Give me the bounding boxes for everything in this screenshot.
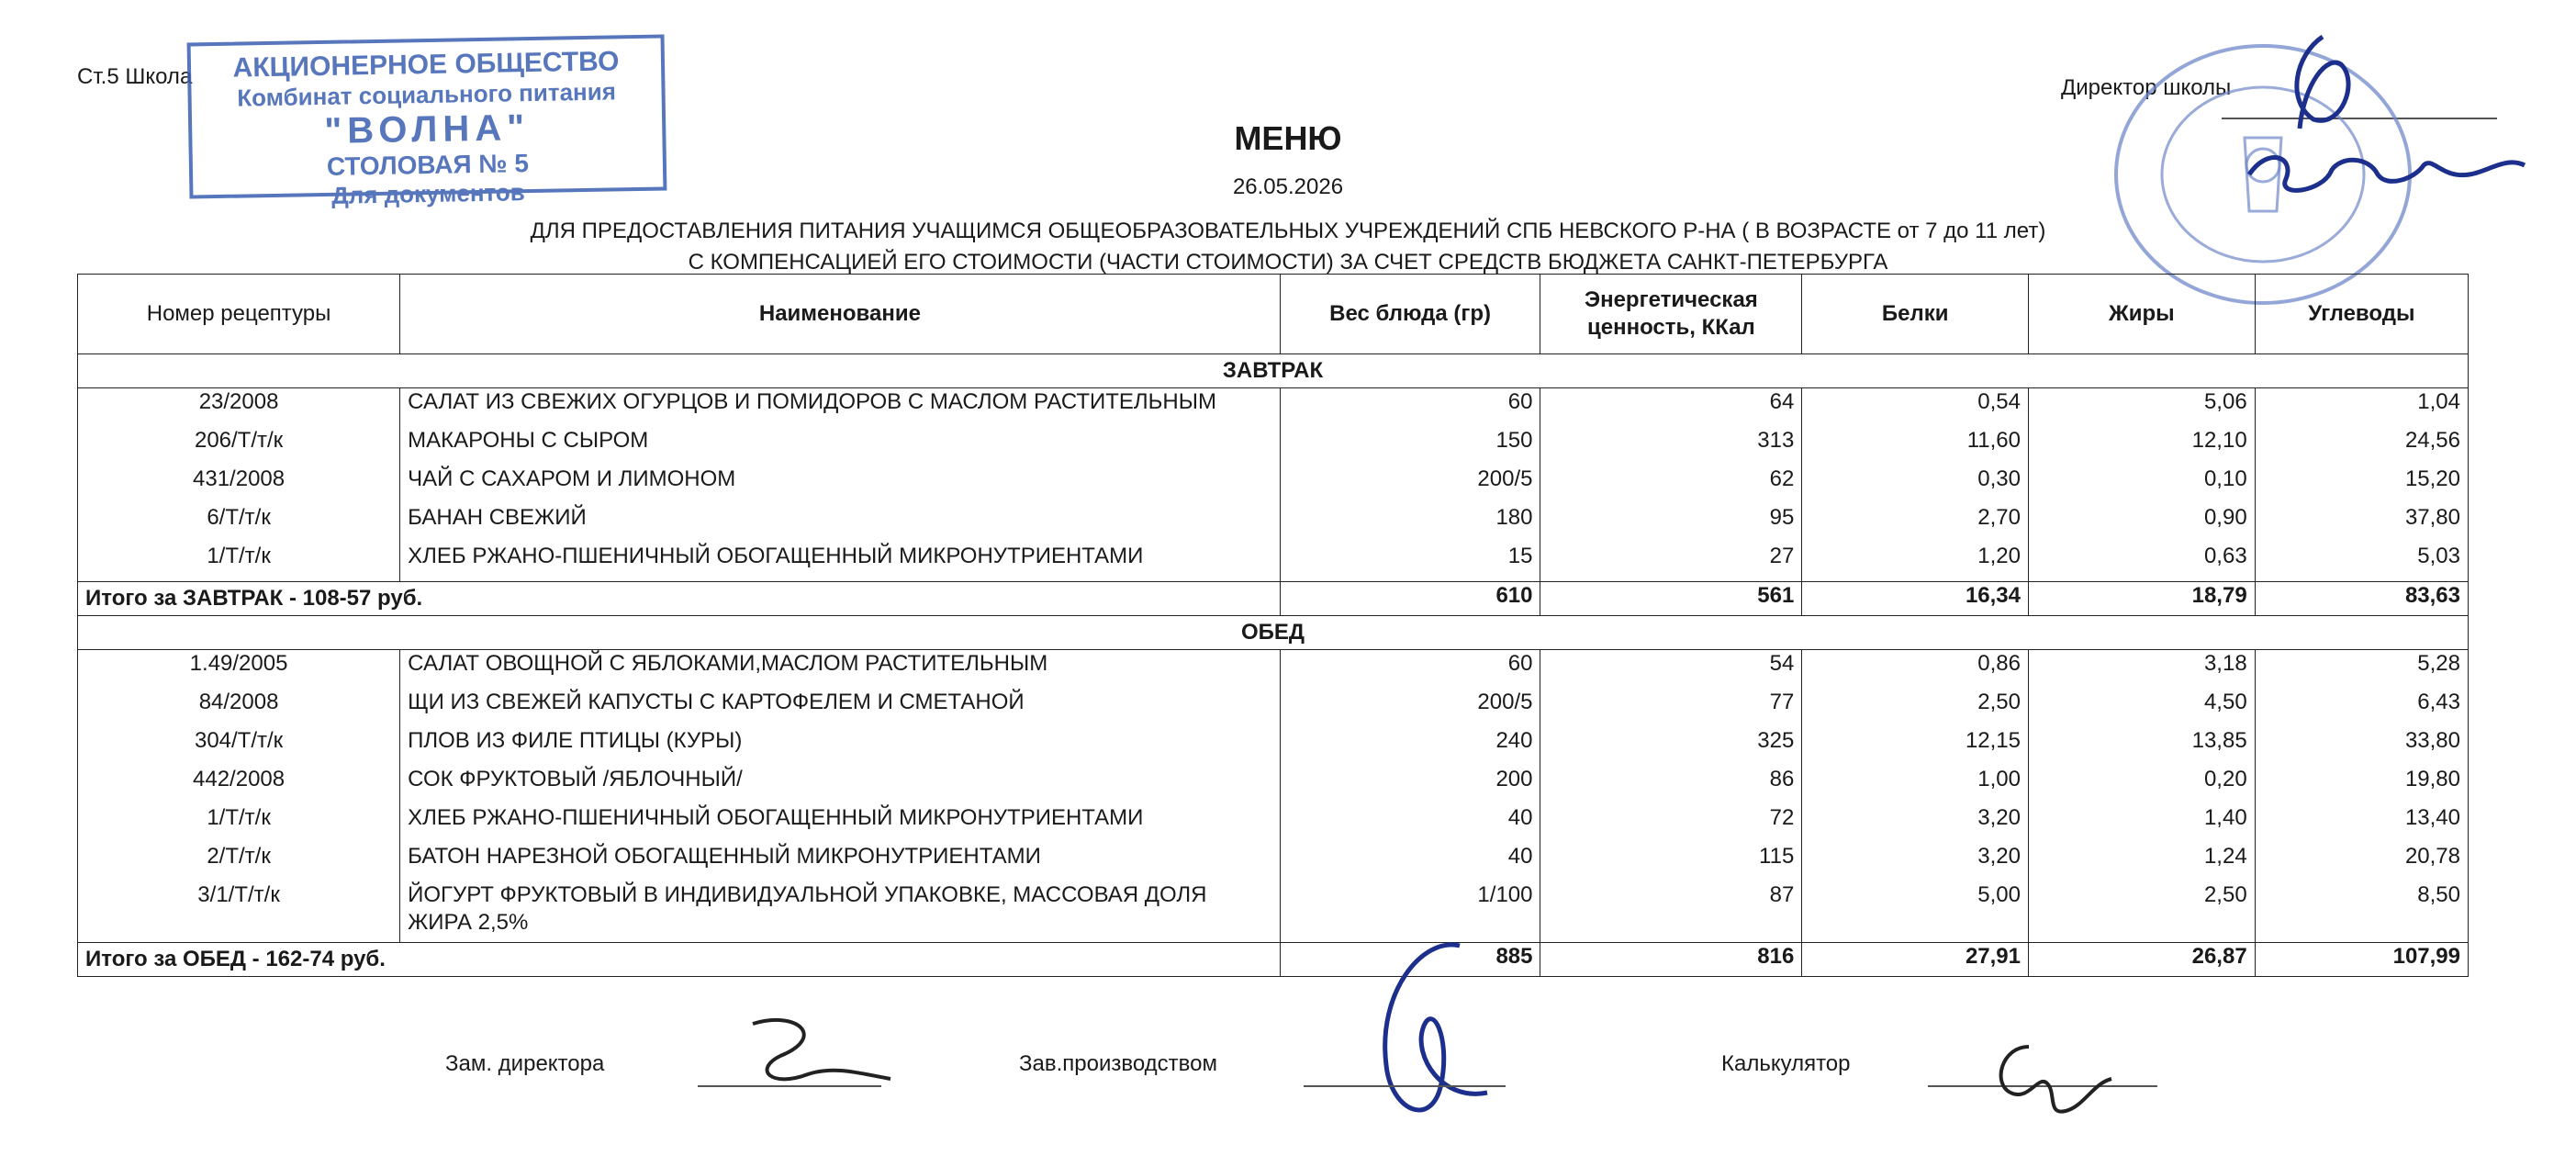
stamp-line-1: АКЦИОНЕРНОЕ ОБЩЕСТВО <box>232 46 620 84</box>
cell-fat: 1,24 <box>2029 843 2256 881</box>
calculator-label: Калькулятор <box>1721 1051 1851 1076</box>
cell-code: 442/2008 <box>78 766 400 804</box>
cell-protein: 2,50 <box>1802 689 2029 727</box>
cell-energy: 325 <box>1540 727 1802 766</box>
table-row <box>78 766 2469 804</box>
cell-protein: 5,00 <box>1802 881 2029 943</box>
total-weight: 885 <box>1280 943 1540 977</box>
cell-protein: 1,20 <box>1802 543 2029 582</box>
cell-weight: 15 <box>1280 543 1540 582</box>
cell-fat: 3,18 <box>2029 650 2256 690</box>
cell-weight: 200 <box>1280 766 1540 804</box>
total-fat: 26,87 <box>2029 943 2256 977</box>
cell-fat: 0,10 <box>2029 466 2256 504</box>
total-label: Итого за ЗАВТРАК - 108-57 руб. <box>78 582 1281 616</box>
header-code: Номер рецептуры <box>78 275 400 354</box>
cell-fat: 4,50 <box>2029 689 2256 727</box>
cell-fat: 0,63 <box>2029 543 2256 582</box>
cell-fat: 5,06 <box>2029 388 2256 428</box>
total-protein: 27,91 <box>1802 943 2029 977</box>
cell-protein: 1,00 <box>1802 766 2029 804</box>
cell-energy: 62 <box>1540 466 1802 504</box>
cell-energy: 313 <box>1540 427 1802 466</box>
cell-carbs: 6,43 <box>2255 689 2468 727</box>
subtitle-line-1: ДЛЯ ПРЕДОСТАВЛЕНИЯ ПИТАНИЯ УЧАЩИМСЯ ОБЩЕОБРАЗОВАТЕЛЬНЫХ УЧРЕЖДЕНИЙ СПБ НЕВСКОГО Р-НА ( В ВОЗРАСТЕ от 7 до 11 лет) <box>530 219 2046 243</box>
cell-code: 3/1/Т/т/к <box>78 881 400 943</box>
cell-protein: 11,60 <box>1802 427 2029 466</box>
cell-code: 304/Т/т/к <box>78 727 400 766</box>
header-carbs: Углеводы <box>2255 275 2468 354</box>
table-row <box>78 427 2469 466</box>
cell-carbs: 15,20 <box>2255 466 2468 504</box>
cell-weight: 180 <box>1280 504 1540 543</box>
table-row <box>78 504 2469 543</box>
cell-energy: 115 <box>1540 843 1802 881</box>
table-header-row <box>78 275 2469 354</box>
total-protein: 16,34 <box>1802 582 2029 616</box>
cell-energy: 72 <box>1540 804 1802 843</box>
deputy-label: Зам. директора <box>445 1051 605 1076</box>
header-protein: Белки <box>1802 275 2029 354</box>
cell-code: 1.49/2005 <box>78 650 400 690</box>
director-label: Директор школы <box>2061 75 2232 100</box>
menu-table <box>77 274 2469 977</box>
cell-code: 23/2008 <box>78 388 400 428</box>
total-row-lunch <box>78 943 2469 977</box>
cell-fat: 13,85 <box>2029 727 2256 766</box>
section-title: ЗАВТРАК <box>78 354 2469 388</box>
cell-name: САЛАТ ОВОЩНОЙ С ЯБЛОКАМИ,МАСЛОМ РАСТИТЕЛЬНЫМ <box>400 650 1281 690</box>
cell-fat: 12,10 <box>2029 427 2256 466</box>
cell-energy: 86 <box>1540 766 1802 804</box>
cell-name: МАКАРОНЫ С СЫРОМ <box>400 427 1281 466</box>
cell-energy: 64 <box>1540 388 1802 428</box>
cell-name: ПЛОВ ИЗ ФИЛЕ ПТИЦЫ (КУРЫ) <box>400 727 1281 766</box>
total-row-breakfast <box>78 582 2469 616</box>
cell-name: СОК ФРУКТОВЫЙ /ЯБЛОЧНЫЙ/ <box>400 766 1281 804</box>
cell-code: 6/Т/т/к <box>78 504 400 543</box>
cell-weight: 40 <box>1280 804 1540 843</box>
header-fat: Жиры <box>2029 275 2256 354</box>
page-title: МЕНЮ <box>1234 119 1342 157</box>
cell-energy: 27 <box>1540 543 1802 582</box>
cell-protein: 0,86 <box>1802 650 2029 690</box>
cell-name: САЛАТ ИЗ СВЕЖИХ ОГУРЦОВ И ПОМИДОРОВ С МАСЛОМ РАСТИТЕЛЬНЫМ <box>400 388 1281 428</box>
cell-carbs: 20,78 <box>2255 843 2468 881</box>
cell-name: ЩИ ИЗ СВЕЖЕЙ КАПУСТЫ С КАРТОФЕЛЕМ И СМЕТАНОЙ <box>400 689 1281 727</box>
cell-protein: 0,54 <box>1802 388 2029 428</box>
cell-name: ХЛЕБ РЖАНО-ПШЕНИЧНЫЙ ОБОГАЩЕННЫЙ МИКРОНУТРИЕНТАМИ <box>400 804 1281 843</box>
school-label: Ст.5 Школа <box>77 64 193 89</box>
cell-code: 2/Т/т/к <box>78 843 400 881</box>
table-row <box>78 543 2469 582</box>
cell-weight: 240 <box>1280 727 1540 766</box>
table-row <box>78 881 2469 943</box>
cell-code: 206/Т/т/к <box>78 427 400 466</box>
cell-carbs: 8,50 <box>2255 881 2468 943</box>
production-signature-icon <box>1322 918 1542 1148</box>
stamp-line-4: СТОЛОВАЯ № 5 <box>326 149 530 181</box>
cell-name: БАТОН НАРЕЗНОЙ ОБОГАЩЕННЫЙ МИКРОНУТРИЕНТАМИ <box>400 843 1281 881</box>
cell-name: ХЛЕБ РЖАНО-ПШЕНИЧНЫЙ ОБОГАЩЕННЫЙ МИКРОНУТРИЕНТАМИ <box>400 543 1281 582</box>
header-energy: Энергетическая ценность, ККал <box>1540 275 1802 354</box>
section-row-breakfast <box>78 354 2469 388</box>
cell-weight: 1/100 <box>1280 881 1540 943</box>
production-signature-line <box>1304 1085 1506 1087</box>
cell-fat: 0,20 <box>2029 766 2256 804</box>
cell-weight: 150 <box>1280 427 1540 466</box>
cell-energy: 77 <box>1540 689 1802 727</box>
total-label: Итого за ОБЕД - 162-74 руб. <box>78 943 1281 977</box>
cell-weight: 60 <box>1280 388 1540 428</box>
total-energy: 816 <box>1540 943 1802 977</box>
cell-energy: 87 <box>1540 881 1802 943</box>
menu-date: 26.05.2026 <box>1232 174 1344 199</box>
subtitle-line-2: С КОМПЕНСАЦИЕЙ ЕГО СТОИМОСТИ (ЧАСТИ СТОИМОСТИ) ЗА СЧЕТ СРЕДСТВ БЮДЖЕТА САНКТ-ПЕТЕРБУРГА <box>688 250 1888 275</box>
stamp-line-3: "ВОЛНА" <box>323 107 531 151</box>
cell-code: 84/2008 <box>78 689 400 727</box>
cell-code: 1/Т/т/к <box>78 804 400 843</box>
table-row <box>78 804 2469 843</box>
table-row <box>78 843 2469 881</box>
cell-weight: 60 <box>1280 650 1540 690</box>
deputy-signature-icon <box>716 1001 900 1102</box>
cell-protein: 3,20 <box>1802 843 2029 881</box>
stamp-line-5: Для документов <box>330 178 526 209</box>
cell-weight: 200/5 <box>1280 689 1540 727</box>
cell-carbs: 24,56 <box>2255 427 2468 466</box>
cell-protein: 2,70 <box>1802 504 2029 543</box>
stamp-line-2: Комбинат социального питания <box>237 77 617 112</box>
table-row <box>78 727 2469 766</box>
cell-name: ЙОГУРТ ФРУКТОВЫЙ В ИНДИВИДУАЛЬНОЙ УПАКОВКЕ, МАССОВАЯ ДОЛЯ ЖИРА 2,5% <box>400 881 1281 943</box>
table-row <box>78 650 2469 690</box>
cell-name: БАНАН СВЕЖИЙ <box>400 504 1281 543</box>
section-title: ОБЕД <box>78 616 2469 650</box>
total-weight: 610 <box>1280 582 1540 616</box>
header-weight: Вес блюда (гр) <box>1280 275 1540 354</box>
cell-protein: 12,15 <box>1802 727 2029 766</box>
cell-protein: 3,20 <box>1802 804 2029 843</box>
cell-carbs: 33,80 <box>2255 727 2468 766</box>
total-carbs: 83,63 <box>2255 582 2468 616</box>
table-row <box>78 466 2469 504</box>
total-fat: 18,79 <box>2029 582 2256 616</box>
cell-energy: 95 <box>1540 504 1802 543</box>
calculator-signature-icon <box>1974 1028 2121 1129</box>
table-row <box>78 689 2469 727</box>
cell-fat: 0,90 <box>2029 504 2256 543</box>
cell-carbs: 5,28 <box>2255 650 2468 690</box>
section-row-lunch <box>78 616 2469 650</box>
cell-carbs: 37,80 <box>2255 504 2468 543</box>
cell-carbs: 13,40 <box>2255 804 2468 843</box>
cell-weight: 200/5 <box>1280 466 1540 504</box>
table-row <box>78 388 2469 428</box>
cell-carbs: 19,80 <box>2255 766 2468 804</box>
total-energy: 561 <box>1540 582 1802 616</box>
cell-carbs: 1,04 <box>2255 388 2468 428</box>
cell-weight: 40 <box>1280 843 1540 881</box>
cell-carbs: 5,03 <box>2255 543 2468 582</box>
total-carbs: 107,99 <box>2255 943 2468 977</box>
cell-fat: 2,50 <box>2029 881 2256 943</box>
cell-energy: 54 <box>1540 650 1802 690</box>
production-label: Зав.производством <box>1019 1051 1217 1076</box>
cell-name: ЧАЙ С САХАРОМ И ЛИМОНОМ <box>400 466 1281 504</box>
cell-code: 431/2008 <box>78 466 400 504</box>
header-name: Наименование <box>400 275 1281 354</box>
cell-fat: 1,40 <box>2029 804 2256 843</box>
cell-code: 1/Т/т/к <box>78 543 400 582</box>
cell-protein: 0,30 <box>1802 466 2029 504</box>
